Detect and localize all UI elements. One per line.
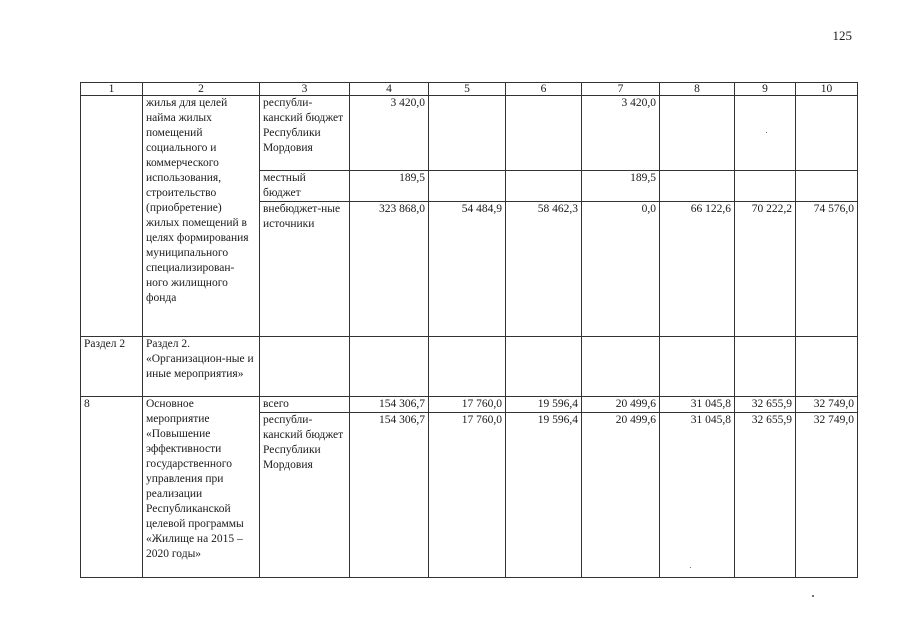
funding-source-cell: республи-канский бюджет Республики Мордовия (260, 96, 350, 171)
value-cell (660, 96, 735, 171)
header-cell: 7 (582, 83, 660, 96)
scan-speck (690, 567, 691, 568)
row-number-cell (81, 96, 143, 337)
empty-cell (660, 337, 735, 397)
value-cell: 19 596,4 (506, 413, 582, 578)
empty-cell (796, 337, 858, 397)
value-cell (429, 96, 506, 171)
value-cell: 32 655,9 (735, 397, 796, 413)
activity-name-cell: Основное мероприятие «Повышение эффективности государственного управления при реализации Республиканской целевой программы «Жилище на 2015 – 2020 годы» (143, 397, 260, 578)
funding-source-cell: республи-канский бюджет Республики Мордовия (260, 413, 350, 578)
header-cell: 3 (260, 83, 350, 96)
row-number-cell: 8 (81, 397, 143, 578)
table-row (81, 397, 858, 413)
value-cell: 20 499,6 (582, 413, 660, 578)
header-cell: 10 (796, 83, 858, 96)
value-cell: 17 760,0 (429, 413, 506, 578)
value-cell: 0,0 (582, 202, 660, 337)
value-cell: 189,5 (350, 171, 429, 202)
empty-cell (429, 337, 506, 397)
value-cell: 31 045,8 (660, 413, 735, 578)
value-cell: 66 122,6 (660, 202, 735, 337)
header-cell: 1 (81, 83, 143, 96)
value-cell: 3 420,0 (350, 96, 429, 171)
value-cell (796, 96, 858, 171)
value-cell: 31 045,8 (660, 397, 735, 413)
value-cell: 32 749,0 (796, 413, 858, 578)
header-cell: 2 (143, 83, 260, 96)
header-cell: 5 (429, 83, 506, 96)
value-cell (429, 171, 506, 202)
value-cell: 32 655,9 (735, 413, 796, 578)
value-cell: 323 868,0 (350, 202, 429, 337)
value-cell: 58 462,3 (506, 202, 582, 337)
empty-cell (582, 337, 660, 397)
value-cell: 154 306,7 (350, 397, 429, 413)
value-cell (735, 171, 796, 202)
value-cell: 54 484,9 (429, 202, 506, 337)
value-cell: 74 576,0 (796, 202, 858, 337)
header-row (81, 83, 858, 96)
header-cell: 4 (350, 83, 429, 96)
value-cell (796, 171, 858, 202)
empty-cell (506, 337, 582, 397)
value-cell: 17 760,0 (429, 397, 506, 413)
program-budget-table (80, 82, 858, 578)
section-row (81, 337, 858, 397)
funding-source-cell: местный бюджет (260, 171, 350, 202)
funding-source-cell: всего (260, 397, 350, 413)
value-cell: 19 596,4 (506, 397, 582, 413)
value-cell (506, 96, 582, 171)
empty-cell (260, 337, 350, 397)
value-cell: 189,5 (582, 171, 660, 202)
value-cell: 32 749,0 (796, 397, 858, 413)
value-cell (735, 96, 796, 171)
scan-speck (766, 132, 767, 133)
table-row (81, 96, 858, 171)
header-cell: 9 (735, 83, 796, 96)
value-cell: 20 499,6 (582, 397, 660, 413)
activity-name-cell: жилья для целей найма жилых помещений социального и коммерческого использования, строительство (приобретение) жилых помещений в целях формирования муниципального специализирован-ного жилищного фонда (143, 96, 260, 337)
section-number-cell: Раздел 2 (81, 337, 143, 397)
page-number: 125 (832, 28, 852, 43)
value-cell (660, 171, 735, 202)
empty-cell (735, 337, 796, 397)
header-cell: 8 (660, 83, 735, 96)
section-name-cell: Раздел 2. «Организацион-ные и иные мероприятия» (143, 337, 260, 397)
funding-source-cell: внебюджет-ные источники (260, 202, 350, 337)
value-cell: 154 306,7 (350, 413, 429, 578)
header-cell: 6 (506, 83, 582, 96)
scan-speck (812, 595, 814, 597)
empty-cell (350, 337, 429, 397)
value-cell (506, 171, 582, 202)
value-cell: 3 420,0 (582, 96, 660, 171)
value-cell: 70 222,2 (735, 202, 796, 337)
